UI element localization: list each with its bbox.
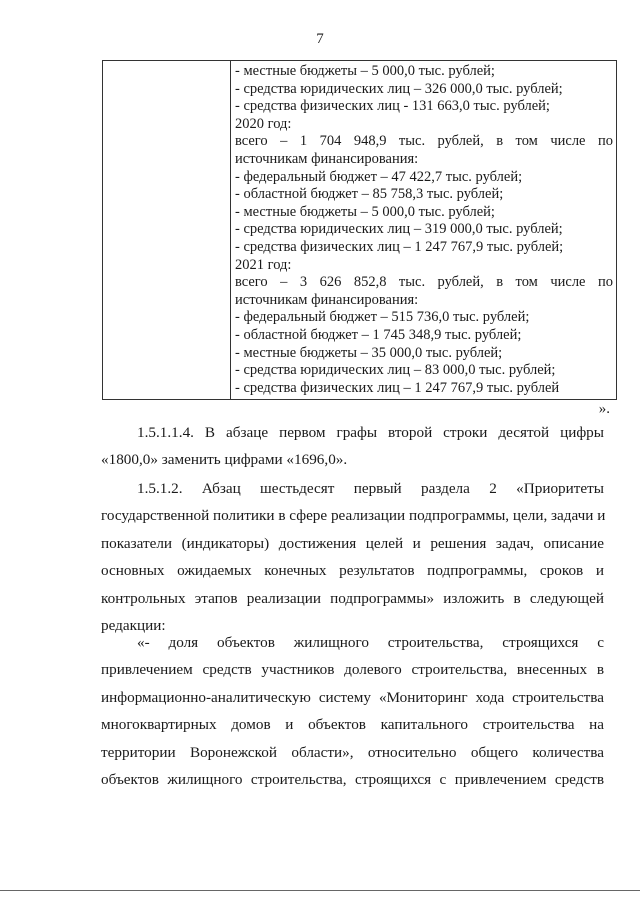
- paragraph-line: контрольных этапов реализации подпрограммы» изложить в следующей: [101, 589, 604, 607]
- table-left-cell: [103, 61, 231, 400]
- table-line: - средства юридических лиц – 83 000,0 тыс. рублей;: [235, 362, 556, 379]
- paragraph-line: «- доля объектов жилищного строительства, строящихся с: [137, 634, 604, 651]
- page-bottom-rule: [0, 890, 640, 891]
- table-line: всего – 1 704 948,9 тыс. рублей, в том числе по: [235, 133, 613, 150]
- table-line: - местные бюджеты – 35 000,0 тыс. рублей;: [235, 344, 503, 361]
- financing-table: [102, 60, 617, 400]
- table-line: - средства юридических лиц – 319 000,0 тыс. рублей;: [235, 221, 563, 238]
- paragraph-line: показатели (индикаторы) достижения целей и решения задач, описание: [101, 534, 604, 552]
- table-line: - средства юридических лиц – 326 000,0 тыс. рублей;: [235, 80, 563, 97]
- table-right-cell: [231, 61, 617, 400]
- paragraph-line: привлечением средств участников долевого строительства, внесенных в: [101, 661, 604, 679]
- table-line: - федеральный бюджет – 47 422,7 тыс. рублей;: [235, 168, 523, 185]
- table-line: - областной бюджет – 1 745 348,9 тыс. рублей;: [235, 326, 522, 343]
- paragraph-line: объектов жилищного строительства, строящихся с привлечением средств: [101, 770, 604, 788]
- paragraph-line: редакции:: [101, 616, 166, 634]
- paragraph-line: основных ожидаемых конечных результатов подпрограммы, сроков и: [101, 562, 604, 580]
- paragraph-line: «1800,0» заменить цифрами «1696,0».: [101, 451, 348, 469]
- table-line: - областной бюджет – 85 758,3 тыс. рублей;: [235, 186, 504, 203]
- table-line: - средства физических лиц – 1 247 767,9 тыс. рублей;: [235, 238, 564, 255]
- closing-quote: ».: [598, 401, 610, 417]
- paragraph-line: 1.5.1.2. Абзац шестьдесят первый раздела 2 «Приоритеты: [137, 480, 604, 497]
- paragraph-line: 1.5.1.1.4. В абзаце первом графы второй строки десятой цифры: [137, 424, 604, 441]
- table-line: источникам финансирования:: [235, 291, 419, 308]
- table-line: всего – 3 626 852,8 тыс. рублей, в том числе по: [235, 274, 613, 291]
- paragraph-line: информационно-аналитическую систему «Мониторинг хода строительства: [101, 688, 604, 706]
- paragraph-line: территории Воронежской области», относительно общего количества: [101, 743, 604, 761]
- paragraph-line: многоквартирных домов и объектов капитального строительства на: [101, 716, 604, 734]
- table-line: - средства физических лиц – 1 247 767,9 тыс. рублей: [235, 379, 560, 396]
- table-line: - федеральный бюджет – 515 736,0 тыс. рублей;: [235, 309, 530, 326]
- table-line: 2020 год:: [235, 115, 292, 132]
- table-line: - местные бюджеты – 5 000,0 тыс. рублей;: [235, 63, 495, 79]
- paragraph-quoted-indicator: [101, 629, 604, 793]
- page-number: 7: [316, 31, 324, 47]
- paragraph-1-5-1-2: [101, 475, 604, 639]
- table-line: - местные бюджеты – 5 000,0 тыс. рублей;: [235, 203, 495, 220]
- table-line: источникам финансирования:: [235, 150, 419, 167]
- table-line: 2021 год:: [235, 256, 292, 273]
- paragraph-1-5-1-1-4: [101, 419, 604, 474]
- paragraph-line: государственной политики в сфере реализации подпрограммы, цели, задачи и: [101, 507, 606, 525]
- table-line: - средства физических лиц - 131 663,0 тыс. рублей;: [235, 98, 550, 115]
